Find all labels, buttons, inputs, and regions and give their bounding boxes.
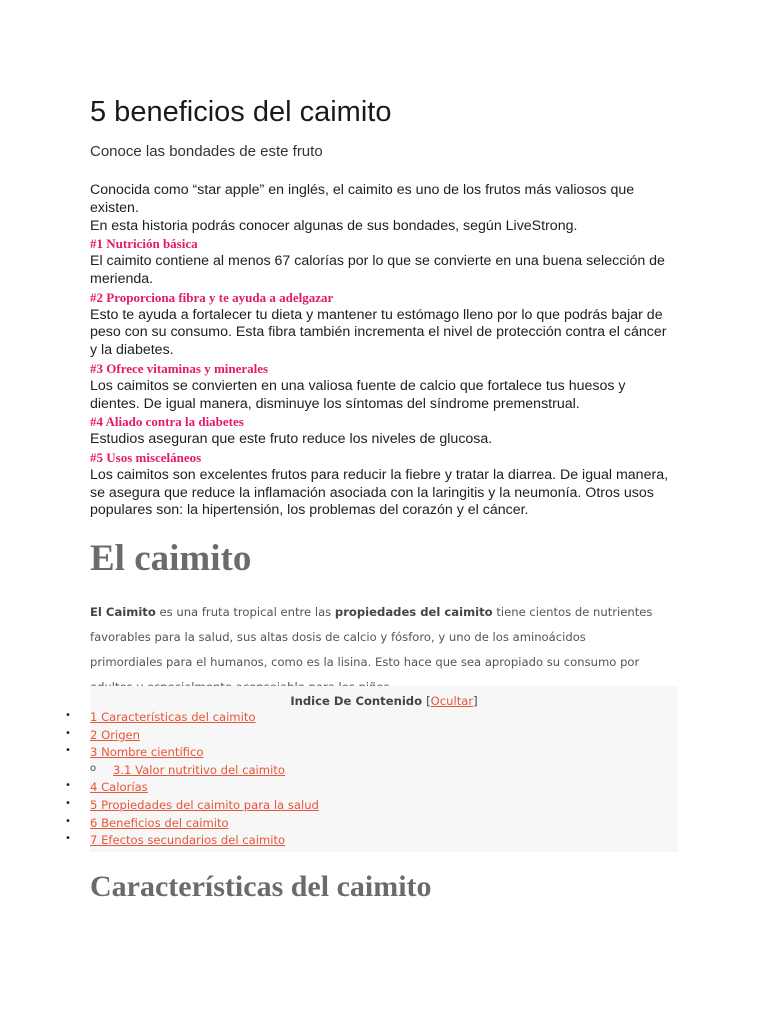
toc-item-number: 3.1 <box>113 763 132 777</box>
bullet-icon: • <box>65 798 71 809</box>
bullet-icon: • <box>65 710 71 721</box>
toc-item[interactable] <box>65 780 148 797</box>
toc-item-link[interactable] <box>113 763 285 777</box>
section-text-5: Los caimitos son excelentes frutos para reducir la fiebre y tratar la diarrea. De igual manera, se asegura que reduce la inflamación asociada con la laringitis y la neumonía. Otros usos populares son: la hipertensión, los problemas del corazón y el cáncer. <box>90 466 669 519</box>
circle-bullet-icon: o <box>90 763 97 774</box>
toc-item-link[interactable] <box>90 833 285 847</box>
toc-item[interactable] <box>65 833 286 850</box>
toc-item[interactable] <box>65 710 256 727</box>
toc-subitem[interactable] <box>90 763 285 780</box>
toc-item-link[interactable] <box>90 798 319 812</box>
toc-item[interactable] <box>65 798 319 815</box>
toc-item-label: Efectos secundarios del caimito <box>97 833 286 847</box>
caimito-text-2: tiene cientos de nutrientes favorables para la salud, sus altas dosis de calcio y fósforo, y uno de los aminoácidos primordiales para el humanos, como es la lisina. Esto hace que sea apropiado su consumo por <box>90 604 653 669</box>
toc-title-text: Indice De Contenido <box>290 694 423 708</box>
section-text-4: Estudios aseguran que este fruto reduce los niveles de glucosa. <box>90 431 493 448</box>
intro-paragraph-1: Conocida como “star apple” en inglés, el caimito es uno de los frutos más valiosos que existen. <box>90 182 635 216</box>
toc-toggle <box>426 694 478 708</box>
caimito-bold-1: El Caimito <box>90 604 156 619</box>
toc-item-label: Propiedades del caimito para la salud <box>97 798 319 812</box>
article-body <box>90 182 675 520</box>
caimito-bold-2: propiedades del caimito <box>334 604 493 619</box>
toc-item-link[interactable] <box>90 728 140 742</box>
toc-item-number: 3 <box>90 745 98 759</box>
section-text-2: Esto te ayuda a fortalecer tu dieta y mantener tu estómago lleno por lo que podrás bajar de peso con su consumo. Esta fibra también incrementa el nivel de protección contra el cáncer y la diabetes. <box>90 306 667 359</box>
characteristics-heading: Características del caimito <box>90 870 432 903</box>
toc-item[interactable] <box>65 816 229 833</box>
toc-item-number: 7 <box>90 833 98 847</box>
page-subtitle: Conoce las bondades de este fruto <box>90 143 323 160</box>
bullet-icon: • <box>65 833 71 844</box>
section-text-1: El caimito contiene al menos 67 calorías por lo que se convierte en una buena selección de merienda. <box>90 253 665 287</box>
toc-item-label: Nombre científico <box>97 745 204 759</box>
toc-title <box>90 694 678 708</box>
bullet-icon: • <box>65 780 71 791</box>
toc-item-link[interactable] <box>90 745 203 759</box>
toc-item-label: Beneficios del caimito <box>97 816 229 830</box>
toc-item-number: 2 <box>90 728 98 742</box>
toc-item-label: Origen <box>97 728 141 742</box>
section-heading-1: #1 Nutrición básica <box>90 236 198 252</box>
section-heading-4: #4 Aliado contra la diabetes <box>90 414 244 430</box>
toc-item-label: Valor nutritivo del caimito <box>131 763 285 777</box>
toc-hide-link[interactable]: Ocultar <box>430 694 474 708</box>
toc-item-link[interactable] <box>90 816 229 830</box>
bullet-icon: • <box>65 745 71 756</box>
section-heading-2: #2 Proporciona fibra y te ayuda a adelgazar <box>90 289 334 305</box>
toc-item-number: 5 <box>90 798 98 812</box>
toc-item-number: 6 <box>90 816 98 830</box>
toc-item-label: Calorías <box>97 780 148 794</box>
toc-bracket-open: [ <box>426 694 431 708</box>
toc-item[interactable] <box>65 728 141 745</box>
page-title: 5 beneficios del caimito <box>90 96 392 128</box>
section-heading-3: #3 Ofrece vitaminas y minerales <box>90 360 269 376</box>
section-heading-5: #5 Usos misceláneos <box>90 449 202 465</box>
intro-paragraph-2: En esta historia podrás conocer algunas de sus bondades, según LiveStrong. <box>90 217 578 234</box>
toc-item-link[interactable] <box>90 780 148 794</box>
toc-item-number: 4 <box>90 780 98 794</box>
bullet-icon: • <box>65 728 71 739</box>
toc-item-label: Características del caimito <box>97 710 256 724</box>
caimito-heading: El caimito <box>90 538 252 579</box>
toc-item-link[interactable] <box>90 710 255 724</box>
section-text-3: Los caimitos se convierten en una valiosa fuente de calcio que fortalece tus huesos y dientes. De igual manera, disminuye los síntomas del síndrome premenstrual. <box>90 377 626 412</box>
bullet-icon: • <box>65 816 71 827</box>
toc-item-number: 1 <box>90 710 98 724</box>
toc-bracket-close: ] <box>473 694 478 708</box>
caimito-text-1: es una fruta tropical entre las <box>155 604 335 619</box>
toc-item[interactable] <box>65 745 204 762</box>
